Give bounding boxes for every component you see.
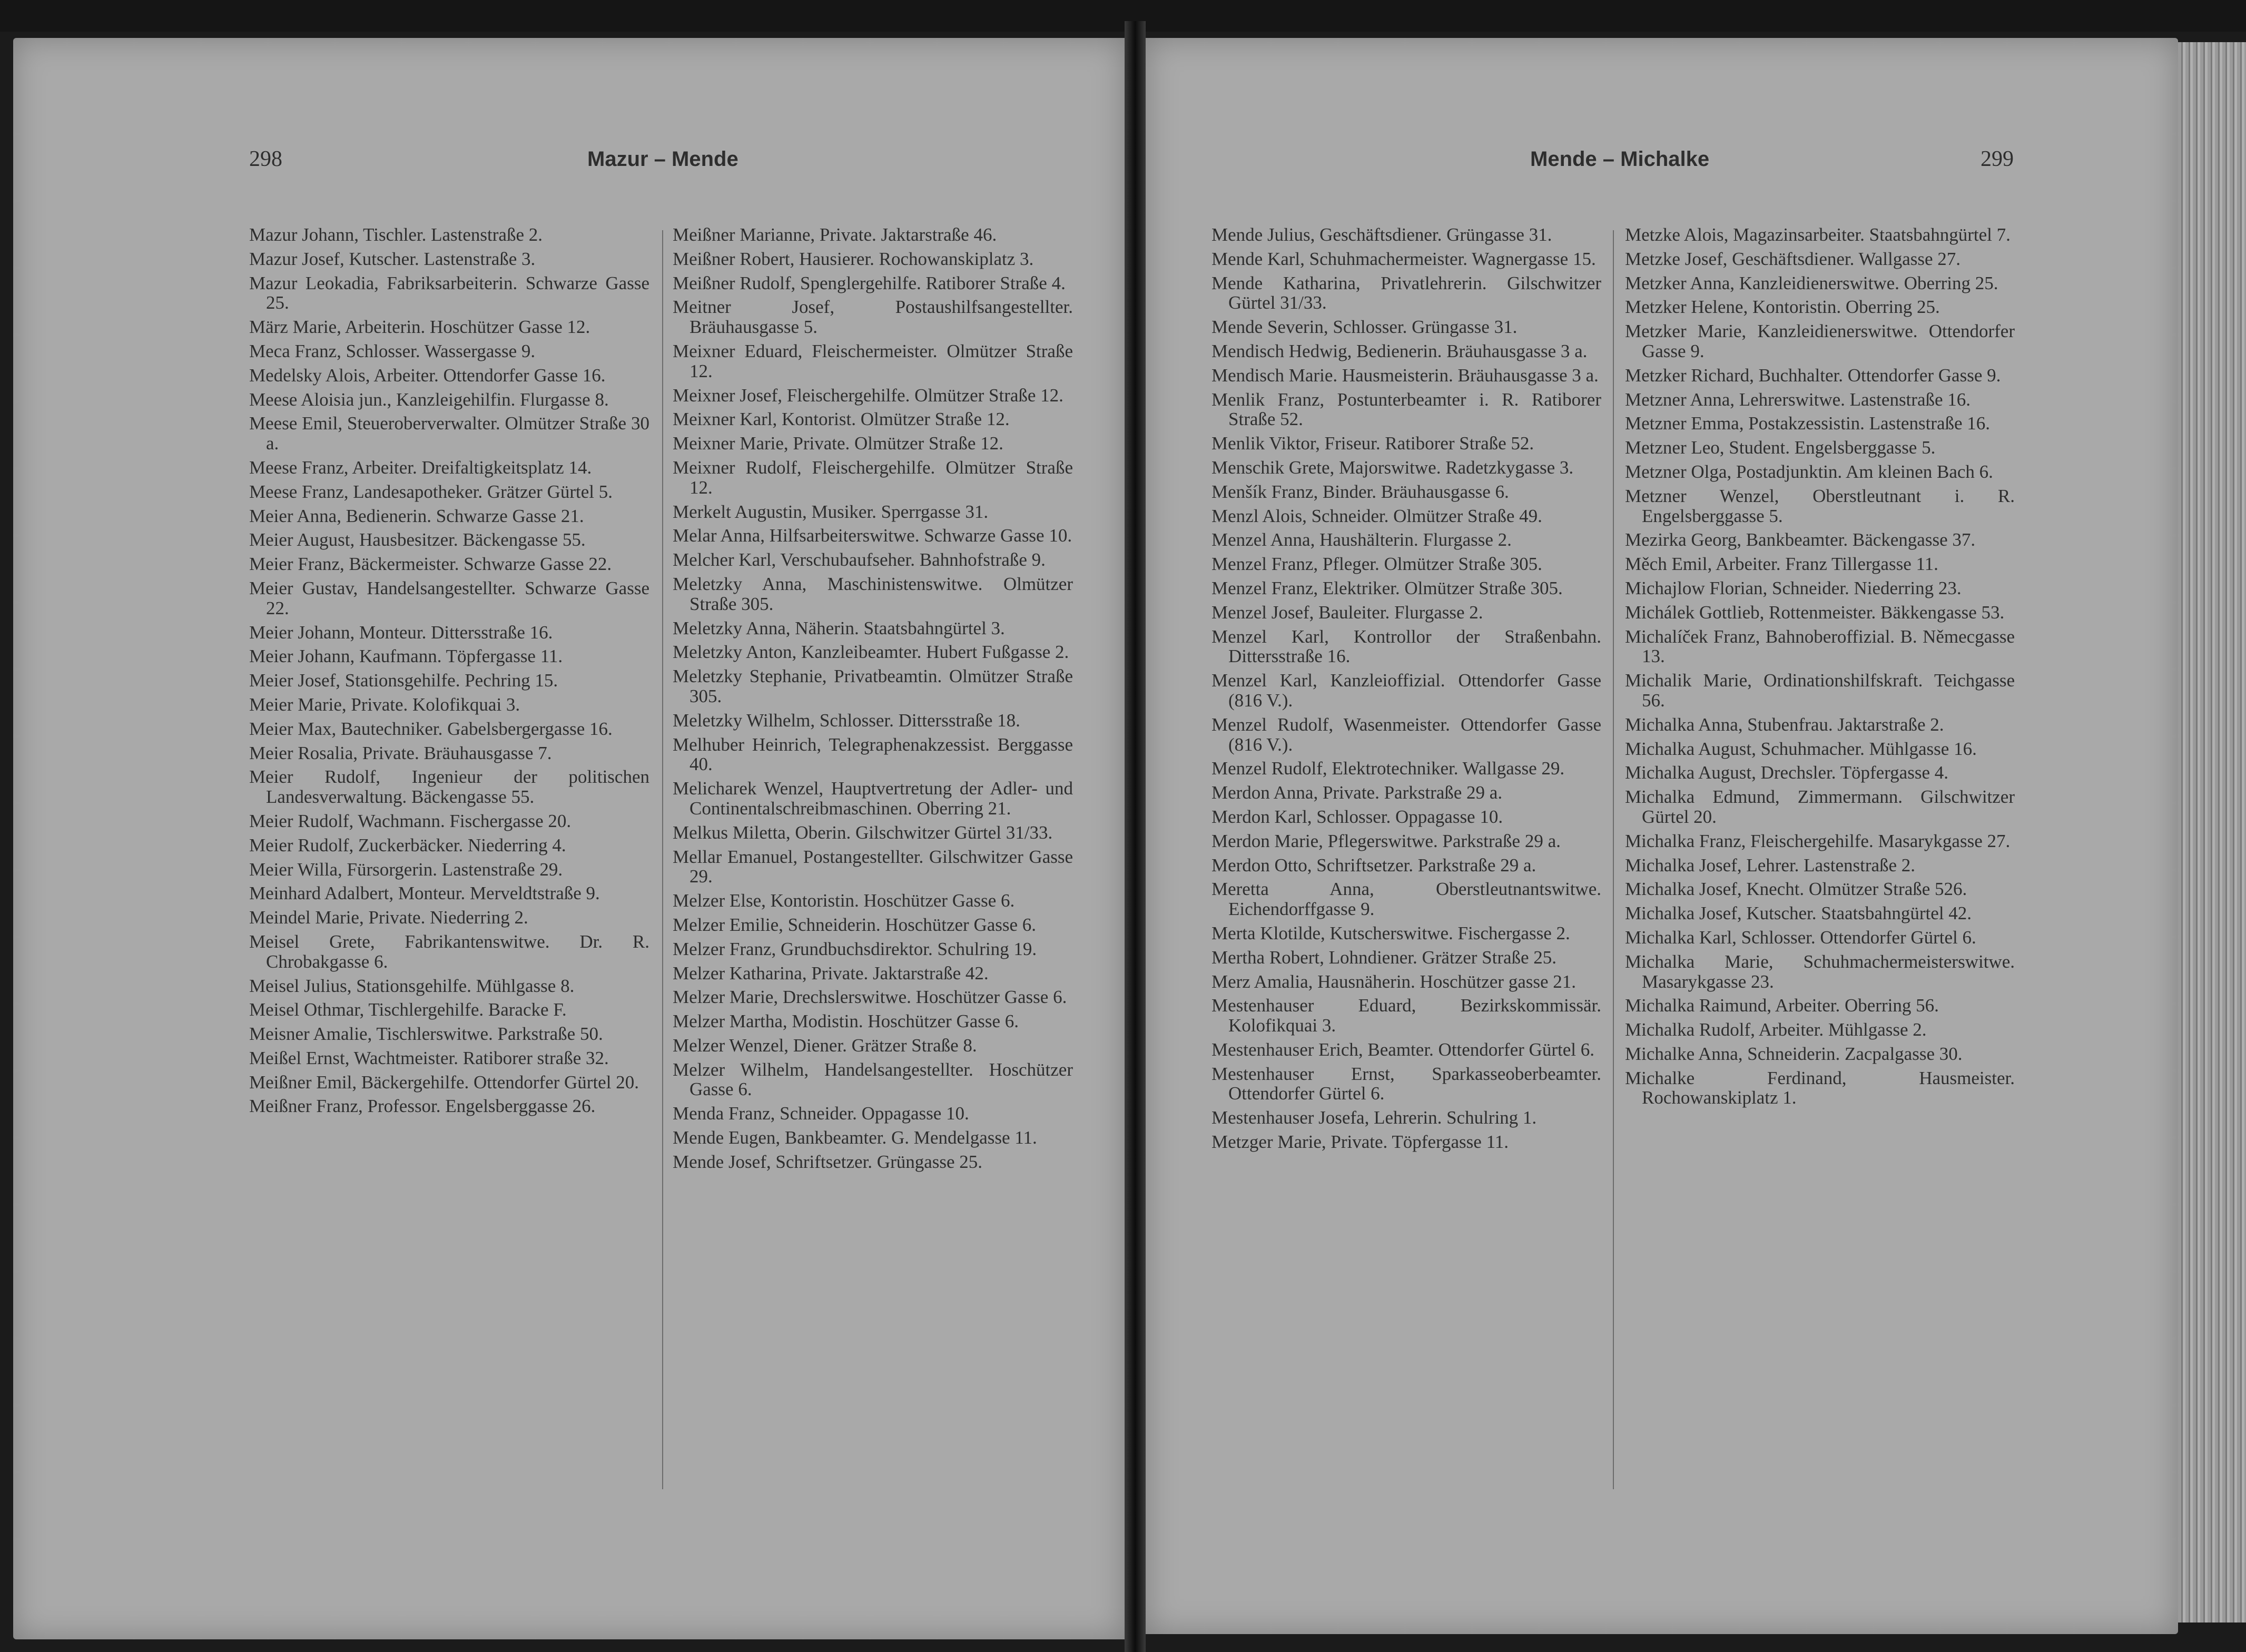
directory-entry: Metzner Anna, Lehrerswitwe. Lastenstraße 16.: [1625, 389, 1971, 410]
directory-entry: Metzke Josef, Geschäftsdiener. Wallgasse 27.: [1625, 248, 1961, 269]
directory-entry: Meier Anna, Bedienerin. Schwarze Gasse 21.: [249, 505, 584, 526]
directory-entry: Meese Franz, Landesapotheker. Grätzer Gürtel 5.: [249, 481, 613, 502]
directory-entry: Michalke Anna, Schneiderin. Zacpalgasse 30.: [1625, 1043, 1963, 1064]
left-column-1: [249, 225, 649, 1120]
directory-entry: Meier Franz, Bäckermeister. Schwarze Gasse 22.: [249, 554, 612, 575]
directory-entry: Merkelt Augustin, Musiker. Sperrgasse 31.: [673, 501, 989, 522]
left-running-head: [13, 138, 1125, 180]
directory-entry: Melar Anna, Hilfsarbeiterswitwe. Schwarze Gasse 10.: [673, 525, 1072, 546]
right-running-head: [1146, 138, 2178, 180]
left-column-2: [673, 225, 1073, 1176]
directory-entry: Meretta Anna, Oberstleutnantswitwe. Eichendorffgasse 9.: [1211, 879, 1601, 920]
directory-entry: Mendisch Marie. Hausmeisterin. Bräuhausgasse 3 a.: [1211, 365, 1599, 386]
directory-entry: Melzer Katharina, Private. Jaktarstraße 42.: [673, 962, 989, 984]
directory-entry: Metzke Alois, Magazinsarbeiter. Staatsbahngürtel 7.: [1625, 224, 2011, 245]
directory-entry: Meißner Rudolf, Spenglergehilfe. Ratiborer Straße 4.: [673, 272, 1066, 293]
directory-entry: Merdon Otto, Schriftsetzer. Parkstraße 29 a.: [1211, 854, 1536, 876]
right-column-rule: [1613, 230, 1614, 1489]
directory-entry: Metzker Helene, Kontoristin. Oberring 25.: [1625, 297, 1940, 318]
directory-entry: Meier Rudolf, Wachmann. Fischergasse 20.: [249, 810, 572, 831]
directory-entry: Michalka August, Drechsler. Töpfergasse 4.: [1625, 762, 1948, 783]
directory-entry: Mende Julius, Geschäftsdiener. Grüngasse 31.: [1211, 224, 1552, 245]
directory-entry: Měch Emil, Arbeiter. Franz Tillergasse 11.: [1625, 554, 1938, 575]
directory-entry: Michalka Marie, Schuhmachermeisterswitwe. Masarykgasse 23.: [1625, 951, 2015, 992]
directory-entry: Melzer Emilie, Schneiderin. Hoschützer Gasse 6.: [673, 914, 1037, 935]
directory-entry: Menzel Anna, Haushälterin. Flurgasse 2.: [1211, 529, 1512, 550]
right-column-2: [1625, 225, 2015, 1112]
directory-entry: Mezirka Georg, Bankbeamter. Bäckengasse 37.: [1625, 529, 1976, 550]
directory-entry: Melicharek Wenzel, Hauptvertretung der Adler- und Continentalschreibmaschinen. Oberring 21.: [673, 778, 1073, 819]
directory-entry: Menšík Franz, Binder. Bräuhausgasse 6.: [1211, 481, 1509, 502]
directory-entry: Merta Klotilde, Kutscherswitwe. Fischergasse 2.: [1211, 922, 1570, 943]
directory-entry: Meißner Emil, Bäckergehilfe. Ottendorfer Gürtel 20.: [249, 1071, 639, 1093]
directory-entry: Michálek Gottlieb, Rottenmeister. Bäkkengasse 53.: [1625, 602, 2005, 623]
directory-entry: Meinhard Adalbert, Monteur. Merveldtstraße 9.: [249, 883, 600, 904]
book-gutter: [1125, 21, 1146, 1652]
directory-entry: Merz Amalia, Hausnäherin. Hoschützer gasse 21.: [1211, 971, 1577, 992]
right-running-title: Mende – Michalke: [1530, 148, 1710, 171]
directory-entry: Mende Karl, Schuhmachermeister. Wagnergasse 15.: [1211, 248, 1596, 269]
directory-entry: Meletzky Anna, Maschinistenswitwe. Olmützer Straße 305.: [673, 573, 1073, 614]
directory-entry: Meixner Josef, Fleischergehilfe. Olmützer Straße 12.: [673, 385, 1063, 406]
directory-entry: Merdon Anna, Private. Parkstraße 29 a.: [1211, 782, 1503, 803]
directory-entry: Michalka Franz, Fleischergehilfe. Masarykgasse 27.: [1625, 830, 2011, 851]
directory-entry: Metzker Richard, Buchhalter. Ottendorfer Gasse 9.: [1625, 365, 2001, 386]
directory-entry: Medelsky Alois, Arbeiter. Ottendorfer Gasse 16.: [249, 365, 606, 386]
directory-entry: Menlik Franz, Postunterbeamter i. R. Ratiborer Straße 52.: [1211, 389, 1601, 430]
left-column-rule: [662, 230, 663, 1489]
directory-entry: Melzer Else, Kontoristin. Hoschützer Gasse 6.: [673, 890, 1015, 911]
directory-entry: Meier Josef, Stationsgehilfe. Pechring 15.: [249, 670, 558, 691]
directory-entry: Michalke Ferdinand, Hausmeister. Rochowanskiplatz 1.: [1625, 1067, 2015, 1108]
directory-entry: Mellar Emanuel, Postangestellter. Gilschwitzer Gasse 29.: [673, 846, 1073, 887]
directory-entry: Meier Rosalia, Private. Bräuhausgasse 7.: [249, 742, 552, 763]
directory-entry: Meier Marie, Private. Kolofikquai 3.: [249, 694, 520, 715]
directory-entry: Menzel Franz, Elektriker. Olmützer Straße 305.: [1211, 577, 1563, 598]
directory-entry: Meisner Amalie, Tischlerswitwe. Parkstraße 50.: [249, 1024, 603, 1045]
directory-entry: Meisel Grete, Fabrikantenswitwe. Dr. R. Chrobakgasse 6.: [249, 931, 649, 972]
directory-entry: Metzker Anna, Kanzleidienerswitwe. Oberring 25.: [1625, 272, 1998, 293]
directory-entry: Michalik Marie, Ordinationshilfskraft. Teichgasse 56.: [1625, 670, 2015, 711]
directory-entry: Meletzky Anna, Näherin. Staatsbahngürtel 3.: [673, 617, 1005, 638]
directory-entry: Meixner Karl, Kontorist. Olmützer Straße 12.: [673, 409, 1010, 430]
directory-entry: Merdon Marie, Pflegerswitwe. Parkstraße 29 a.: [1211, 830, 1561, 851]
directory-entry: Meese Franz, Arbeiter. Dreifaltigkeitsplatz 14.: [249, 457, 592, 478]
directory-entry: Menzel Josef, Bauleiter. Flurgasse 2.: [1211, 602, 1483, 623]
directory-entry: Melzer Franz, Grundbuchsdirektor. Schulring 19.: [673, 938, 1037, 959]
right-page: [1146, 38, 2178, 1634]
directory-entry: Meletzky Anton, Kanzleibeamter. Hubert Fußgasse 2.: [673, 642, 1069, 663]
directory-entry: Meese Aloisia jun., Kanzleigehilfin. Flurgasse 8.: [249, 389, 609, 410]
directory-entry: Mende Josef, Schriftsetzer. Grüngasse 25.: [673, 1151, 983, 1172]
directory-entry: Meier Rudolf, Ingenieur der politischen Landesverwaltung. Bäckengasse 55.: [249, 766, 649, 808]
directory-entry: Melcher Karl, Verschubaufseher. Bahnhofstraße 9.: [673, 549, 1046, 571]
directory-entry: Menlik Viktor, Friseur. Ratiborer Straße 52.: [1211, 433, 1534, 454]
directory-entry: Melzer Martha, Modistin. Hoschützer Gasse 6.: [673, 1011, 1019, 1032]
directory-entry: Metzner Emma, Postakzessistin. Lastenstraße 16.: [1625, 413, 1991, 434]
directory-entry: Menda Franz, Schneider. Oppagasse 10.: [673, 1103, 969, 1124]
directory-entry: Mestenhauser Eduard, Bezirkskommissär. Kolofikquai 3.: [1211, 995, 1601, 1036]
directory-entry: Meixner Eduard, Fleischermeister. Olmützer Straße 12.: [673, 340, 1073, 381]
directory-entry: Mende Severin, Schlosser. Grüngasse 31.: [1211, 317, 1518, 338]
directory-entry: Meier August, Hausbesitzer. Bäckengasse 55.: [249, 529, 586, 550]
directory-entry: Melzer Wenzel, Diener. Grätzer Straße 8.: [673, 1035, 977, 1056]
directory-entry: Meier Johann, Monteur. Dittersstraße 16.: [249, 622, 553, 643]
directory-entry: Mazur Leokadia, Fabriksarbeiterin. Schwarze Gasse 25.: [249, 272, 649, 313]
directory-entry: Melzer Wilhelm, Handelsangestellter. Hoschützer Gasse 6.: [673, 1059, 1073, 1100]
left-page: [13, 38, 1125, 1639]
directory-entry: Menzel Karl, Kontrollor der Straßenbahn. Dittersstraße 16.: [1211, 626, 1601, 667]
directory-entry: Meletzky Wilhelm, Schlosser. Dittersstraße 18.: [673, 710, 1020, 731]
directory-entry: Michalíček Franz, Bahnoberoffizial. B. Němecgasse 13.: [1625, 626, 2015, 667]
directory-entry: Meca Franz, Schlosser. Wassergasse 9.: [249, 340, 536, 361]
directory-entry: Meixner Rudolf, Fleischergehilfe. Olmützer Straße 12.: [673, 457, 1073, 498]
directory-entry: Meier Rudolf, Zuckerbäcker. Niederring 4.: [249, 834, 566, 856]
directory-entry: Menzel Karl, Kanzleioffizial. Ottendorfer Gasse (816 V.).: [1211, 670, 1601, 711]
directory-entry: Michalka Anna, Stubenfrau. Jaktarstraße 2.: [1625, 714, 1944, 735]
directory-entry: Michajlow Florian, Schneider. Niederring 23.: [1625, 577, 1962, 598]
directory-entry: Michalka Karl, Schlosser. Ottendorfer Gürtel 6.: [1625, 927, 1976, 948]
directory-entry: Meixner Marie, Private. Olmützer Straße 12.: [673, 433, 1003, 454]
directory-entry: Meisel Julius, Stationsgehilfe. Mühlgasse 8.: [249, 975, 575, 996]
left-running-title: Mazur – Mende: [587, 148, 738, 171]
directory-entry: Meese Emil, Steuerоberverwalter. Olmützer Straße 30 a.: [249, 413, 649, 454]
directory-entry: Meißner Franz, Professor. Engelsberggasse 26.: [249, 1096, 596, 1117]
directory-entry: Melkus Miletta, Oberin. Gilschwitzer Gürtel 31/33.: [673, 822, 1053, 843]
directory-entry: Metzker Marie, Kanzleidienerswitwe. Ottendorfer Gasse 9.: [1625, 321, 2015, 361]
directory-entry: Meisel Othmar, Tischlergehilfe. Baracke F.: [249, 999, 567, 1020]
directory-entry: Mazur Johann, Tischler. Lastenstraße 2.: [249, 224, 543, 245]
directory-entry: Mestenhauser Josefa, Lehrerin. Schulring 1.: [1211, 1107, 1537, 1128]
directory-entry: Merdon Karl, Schlosser. Oppagasse 10.: [1211, 806, 1503, 827]
directory-entry: Michalka Rudolf, Arbeiter. Mühlgasse 2.: [1625, 1019, 1927, 1040]
directory-entry: Menzl Alois, Schneider. Olmützer Straße 49.: [1211, 505, 1542, 526]
directory-entry: Michalka Josef, Lehrer. Lastenstraße 2.: [1625, 854, 1916, 876]
directory-entry: Michalka August, Schuhmacher. Mühlgasse 16.: [1625, 738, 1977, 759]
directory-entry: Mendisch Hedwig, Bedienerin. Bräuhausgasse 3 a.: [1211, 340, 1588, 361]
directory-entry: Mende Katharina, Privatlehrerin. Gilschwitzer Gürtel 31/33.: [1211, 272, 1601, 313]
directory-entry: Mestenhauser Erich, Beamter. Ottendorfer Gürtel 6.: [1211, 1039, 1594, 1060]
directory-entry: Michalka Josef, Knecht. Olmützer Straße 526.: [1625, 879, 1967, 900]
directory-entry: Meitner Josef, Postaushilfsangestellter. Bräuhausgasse 5.: [673, 297, 1073, 338]
directory-entry: Meletzky Stephanie, Privatbeamtin. Olmützer Straße 305.: [673, 666, 1073, 706]
directory-entry: Mertha Robert, Lohndiener. Grätzer Straße 25.: [1211, 947, 1557, 968]
directory-entry: Menzel Franz, Pfleger. Olmützer Straße 305.: [1211, 554, 1542, 575]
directory-entry: Menzel Rudolf, Wasenmeister. Ottendorfer Gasse (816 V.).: [1211, 714, 1601, 755]
directory-entry: Meindel Marie, Private. Niederring 2.: [249, 907, 528, 928]
directory-entry: Metzger Marie, Private. Töpfergasse 11.: [1211, 1132, 1509, 1153]
directory-entry: Michalka Edmund, Zimmermann. Gilschwitzer Gürtel 20.: [1625, 786, 2015, 827]
directory-entry: Meier Gustav, Handelsangestellter. Schwarze Gasse 22.: [249, 577, 649, 618]
page-stack-edge: [2178, 42, 2246, 1622]
directory-entry: Metzner Olga, Postadjunktin. Am kleinen Bach 6.: [1625, 461, 1993, 482]
directory-entry: Meißel Ernst, Wachtmeister. Ratiborer straße 32.: [249, 1047, 609, 1068]
directory-entry: Meißner Marianne, Private. Jaktarstraße 46.: [673, 224, 997, 245]
directory-entry: März Marie, Arbeiterin. Hoschützer Gasse 12.: [249, 317, 590, 338]
directory-entry: Meißner Robert, Hausierer. Rochowanskiplatz 3.: [673, 248, 1034, 269]
directory-entry: Melhuber Heinrich, Telegraphenakzessist. Berggasse 40.: [673, 734, 1073, 775]
directory-entry: Michalka Josef, Kutscher. Staatsbahngürtel 42.: [1625, 903, 1972, 924]
directory-entry: Mende Eugen, Bankbeamter. G. Mendelgasse 11.: [673, 1127, 1037, 1148]
directory-entry: Menzel Rudolf, Elektrotechniker. Wallgasse 29.: [1211, 758, 1565, 779]
directory-entry: Michalka Raimund, Arbeiter. Oberring 56.: [1625, 995, 1939, 1016]
right-page-number: 299: [1981, 147, 2014, 171]
directory-entry: Menschik Grete, Majorswitwe. Radetzkygasse 3.: [1211, 457, 1574, 478]
directory-entry: Meier Willa, Fürsorgerin. Lastenstraße 29.: [249, 859, 563, 880]
directory-entry: Mestenhauser Ernst, Sparkasseoberbeamter. Ottendorfer Gürtel 6.: [1211, 1063, 1601, 1104]
directory-entry: Metzner Wenzel, Oberstleutnant i. R. Engelsberggasse 5.: [1625, 485, 2015, 526]
directory-entry: Melzer Marie, Drechslerswitwe. Hoschützer Gasse 6.: [673, 987, 1067, 1008]
directory-entry: Mazur Josef, Kutscher. Lastenstraße 3.: [249, 248, 536, 269]
left-page-number: 298: [249, 147, 282, 171]
directory-entry: Meier Max, Bautechniker. Gabelsbergergasse 16.: [249, 718, 613, 739]
right-column-1: [1211, 225, 1601, 1156]
scan-top-edge: [0, 0, 2246, 32]
directory-entry: Meier Johann, Kaufmann. Töpfergasse 11.: [249, 646, 563, 667]
directory-entry: Metzner Leo, Student. Engelsberggasse 5.: [1625, 437, 1936, 458]
